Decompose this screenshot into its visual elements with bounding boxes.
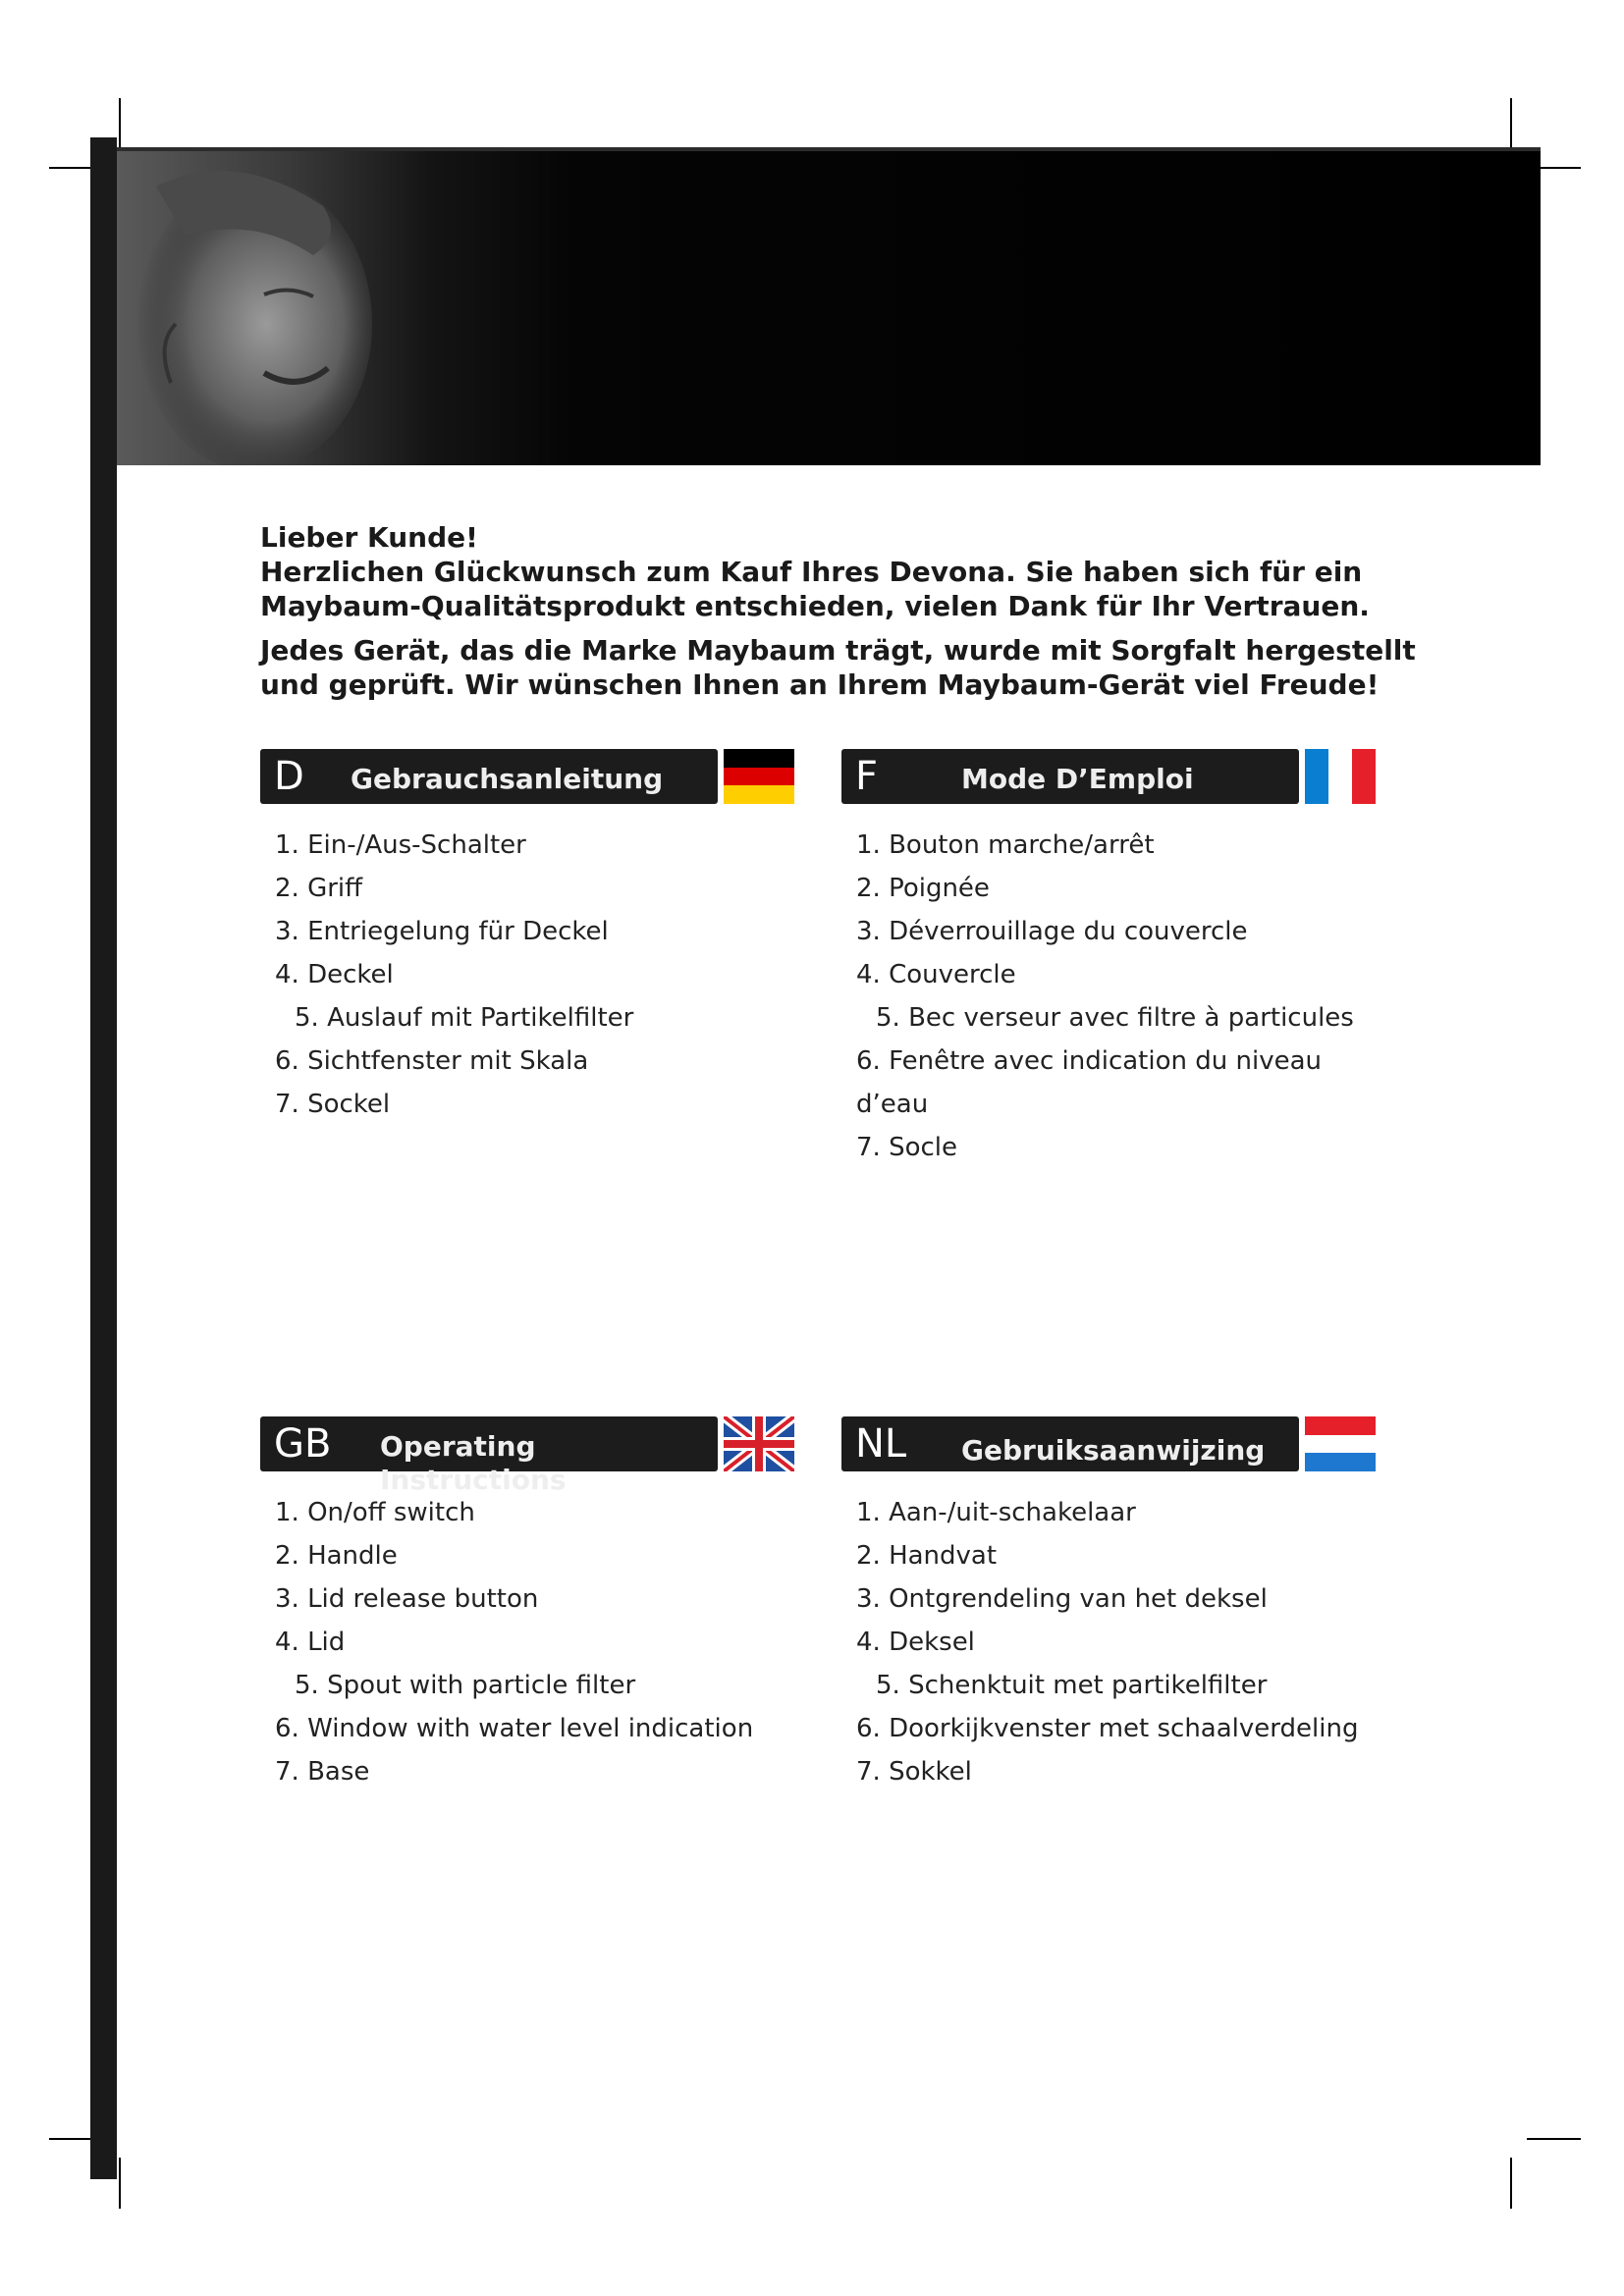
language-code: F bbox=[855, 754, 879, 799]
section-title: Mode D’Emploi bbox=[961, 763, 1194, 795]
list-item: 5. Spout with particle filter bbox=[295, 1671, 636, 1700]
parts-list bbox=[841, 824, 1391, 1169]
german-flag-icon bbox=[724, 749, 794, 804]
section-header-bar bbox=[260, 749, 718, 804]
list-item: 1. On/off switch bbox=[275, 1498, 475, 1527]
intro-line: und geprüft. Wir wünschen Ihnen an Ihrem Maybaum-Gerät viel Freude! bbox=[260, 668, 1380, 701]
header-banner bbox=[117, 147, 1541, 465]
list-item: 4. Couvercle bbox=[856, 960, 1016, 989]
parts-list bbox=[260, 824, 810, 1126]
list-item: 6. Window with water level indication bbox=[275, 1714, 754, 1743]
section-title: Gebrauchsanleitung bbox=[351, 763, 664, 795]
list-item: 4. Lid bbox=[275, 1628, 346, 1657]
crop-mark bbox=[119, 2158, 121, 2209]
list-item: 5. Bec verseur avec filtre à particules bbox=[876, 1003, 1354, 1033]
crop-mark bbox=[1510, 98, 1512, 147]
list-item: 2. Poignée bbox=[856, 874, 990, 903]
intro-greeting: Lieber Kunde! bbox=[260, 521, 478, 554]
list-item: 3. Déverrouillage du couvercle bbox=[856, 917, 1248, 946]
list-item: 3. Entriegelung für Deckel bbox=[275, 917, 609, 946]
section-german bbox=[260, 749, 810, 1126]
list-item: 2. Handvat bbox=[856, 1541, 998, 1571]
list-item: 5. Auslauf mit Partikelfilter bbox=[295, 1003, 634, 1033]
list-item: 6. Doorkijkvenster met schaalverdeling bbox=[856, 1714, 1359, 1743]
parts-list bbox=[260, 1491, 810, 1793]
section-header-bar bbox=[841, 1416, 1299, 1471]
intro-text bbox=[260, 520, 1438, 702]
section-title: Operating Instructions bbox=[380, 1430, 567, 1496]
list-item: 7. Base bbox=[275, 1757, 370, 1787]
section-header-bar bbox=[260, 1416, 718, 1496]
list-item: 6. Sichtfenster mit Skala bbox=[275, 1046, 589, 1076]
list-item: 1. Bouton marche/arrêt bbox=[856, 830, 1155, 860]
intro-line: Jedes Gerät, das die Marke Maybaum trägt, wurde mit Sorgfalt hergestellt bbox=[260, 634, 1416, 667]
list-item: 1. Aan-/uit-schakelaar bbox=[856, 1498, 1136, 1527]
uk-flag-icon bbox=[724, 1416, 794, 1471]
list-item: 2. Handle bbox=[275, 1541, 398, 1571]
list-item: 1. Ein-/Aus-Schalter bbox=[275, 830, 526, 860]
list-item: 5. Schenktuit met partikelfilter bbox=[876, 1671, 1268, 1700]
dutch-flag-icon bbox=[1305, 1416, 1376, 1471]
language-code: D bbox=[274, 754, 304, 799]
list-item: 6. Fenêtre avec indication du niveau d’eau bbox=[856, 1046, 1322, 1119]
header-top-edge bbox=[117, 147, 1541, 151]
intro-line: Maybaum-Qualitätsprodukt entschieden, vielen Dank für Ihr Vertrauen. bbox=[260, 590, 1370, 622]
list-item: 2. Griff bbox=[275, 874, 363, 903]
list-item: 7. Sokkel bbox=[856, 1757, 972, 1787]
section-dutch bbox=[841, 1416, 1391, 1793]
crop-mark bbox=[1510, 2158, 1512, 2209]
section-header-bar bbox=[841, 749, 1299, 804]
portrait-image bbox=[117, 147, 372, 465]
list-item: 3. Ontgrendeling van het deksel bbox=[856, 1584, 1268, 1614]
crop-mark bbox=[1527, 2138, 1581, 2140]
list-item: 4. Deksel bbox=[856, 1628, 975, 1657]
list-item: 4. Deckel bbox=[275, 960, 394, 989]
list-item: 7. Sockel bbox=[275, 1090, 391, 1119]
list-item: 7. Socle bbox=[856, 1133, 957, 1162]
section-title: Gebruiksaanwijzing bbox=[961, 1434, 1266, 1467]
parts-list bbox=[841, 1491, 1391, 1793]
section-french bbox=[841, 749, 1391, 1169]
language-code: GB bbox=[274, 1421, 332, 1467]
list-item: 3. Lid release button bbox=[275, 1584, 539, 1614]
section-english bbox=[260, 1416, 810, 1793]
page-spine bbox=[90, 137, 117, 2179]
intro-line: Herzlichen Glückwunsch zum Kauf Ihres Devona. Sie haben sich für ein bbox=[260, 556, 1363, 588]
crop-mark bbox=[119, 98, 121, 147]
french-flag-icon bbox=[1305, 749, 1376, 804]
language-code: NL bbox=[855, 1421, 907, 1467]
